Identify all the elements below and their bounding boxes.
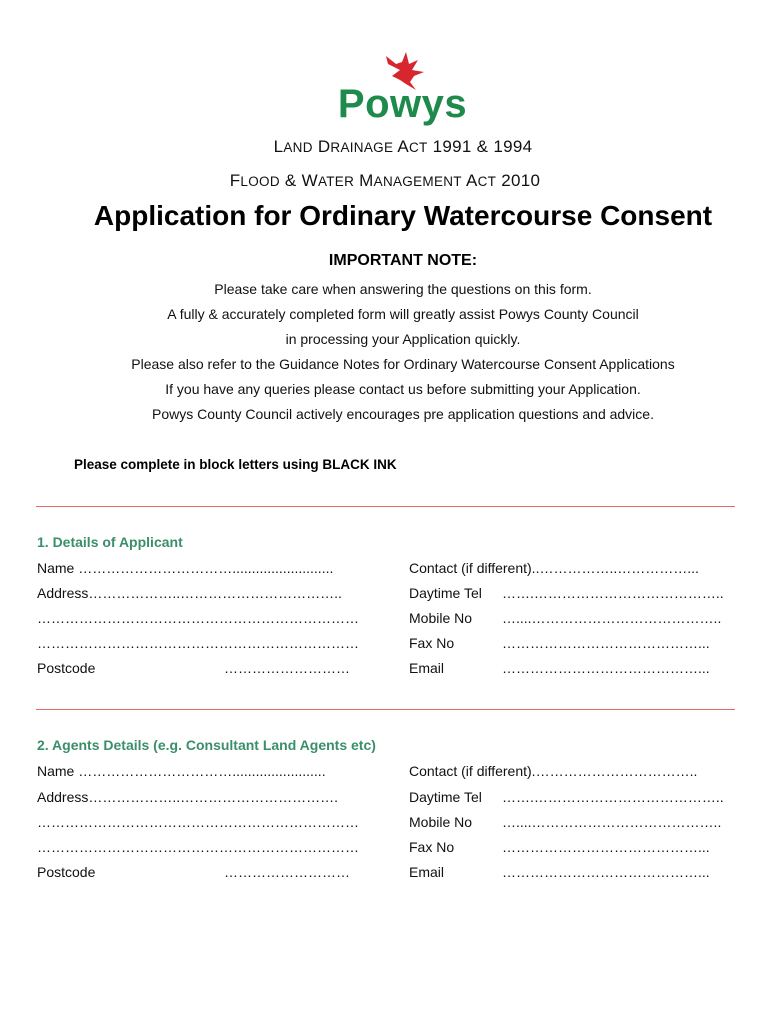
applicant-address-line-3[interactable]: …………………………………………………………… (37, 635, 359, 651)
agent-mobile-field[interactable]: …....………………………………….. (502, 814, 722, 830)
agent-email-label: Email (409, 864, 445, 880)
section-title-applicant: 1. Details of Applicant (37, 534, 183, 550)
applicant-postcode-label: Postcode (37, 660, 96, 676)
agent-daytime-tel-field[interactable]: …….………………………………….. (502, 789, 724, 805)
agent-address-line-3[interactable]: …………………………………………………………… (37, 839, 359, 855)
agent-fax-field[interactable]: ……………………………………... (502, 839, 710, 855)
note-line: Please take care when answering the questions on this form. (214, 281, 592, 297)
agent-postcode-label: Postcode (37, 864, 96, 880)
applicant-mobile-field[interactable]: …....………………………………….. (502, 610, 722, 626)
applicant-address-line-2[interactable]: …………………………………………………………… (37, 610, 359, 626)
agent-name-field[interactable]: Name ……………………………........................ (37, 763, 326, 779)
act-heading-flood-water: FLOOD & WATER MANAGEMENT ACT 2010 (229, 171, 541, 190)
section-title-agents: 2. Agents Details (e.g. Consultant Land Agents etc) (37, 737, 376, 753)
applicant-mobile-label: Mobile No (409, 610, 473, 626)
powys-logo (0, 0, 770, 132)
section-divider (36, 506, 735, 507)
applicant-address-field[interactable]: Address………………..…………………………….. (37, 585, 342, 601)
applicant-fax-field[interactable]: ……………………………………... (502, 635, 710, 651)
note-line: A fully & accurately completed form will greatly assist Powys County Council (167, 306, 639, 322)
applicant-name-field[interactable]: Name …………………………….......................... (37, 560, 334, 576)
agent-contact-field[interactable]: Contact (if different).…………………………….. (409, 763, 698, 779)
note-line: Please also refer to the Guidance Notes for Ordinary Watercourse Consent Applications (131, 356, 675, 372)
note-line: If you have any queries please contact us before submitting your Application. (165, 381, 641, 397)
agent-email-field[interactable]: ……………………………………... (502, 864, 710, 880)
important-note-heading: IMPORTANT NOTE: (328, 252, 478, 269)
logo-wordmark: Powys (337, 82, 468, 126)
act-heading-land-drainage: LAND DRAINAGE ACT 1991 & 1994 (273, 137, 533, 156)
note-line: Powys County Council actively encourages pre application questions and advice. (152, 406, 654, 422)
section-divider (36, 709, 735, 710)
applicant-fax-label: Fax No (409, 635, 455, 651)
applicant-email-field[interactable]: ……………………………………... (502, 660, 710, 676)
block-letters-instruction: Please complete in block letters using BLACK INK (74, 457, 397, 472)
applicant-postcode-field[interactable]: ……………………… (224, 660, 350, 676)
agent-postcode-field[interactable]: ……………………… (224, 864, 350, 880)
agent-fax-label: Fax No (409, 839, 455, 855)
agent-mobile-label: Mobile No (409, 814, 473, 830)
agent-address-line-2[interactable]: …………………………………………………………… (37, 814, 359, 830)
note-line: in processing your Application quickly. (285, 331, 521, 347)
agent-address-field[interactable]: Address………………..……………………………. (37, 789, 339, 805)
page-title: Application for Ordinary Watercourse Consent (93, 200, 713, 231)
agent-daytime-tel-label: Daytime Tel (409, 789, 482, 805)
applicant-daytime-tel-label: Daytime Tel (409, 585, 482, 601)
applicant-daytime-tel-field[interactable]: …….………………………………….. (502, 585, 724, 601)
applicant-email-label: Email (409, 660, 445, 676)
applicant-contact-field[interactable]: Contact (if different)..……………..……………... (409, 560, 699, 576)
